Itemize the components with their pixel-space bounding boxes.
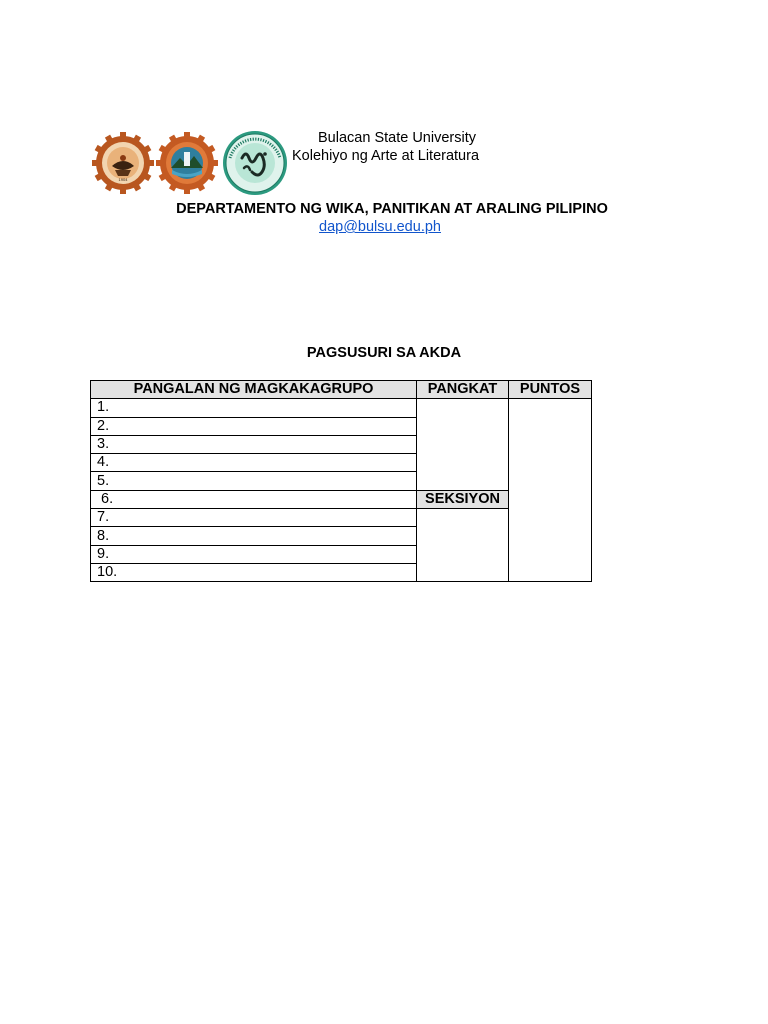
department-seal-logo — [222, 128, 288, 198]
college-name: Kolehiyo ng Arte at Literatura — [292, 148, 480, 164]
members-header: PANGALAN NG MAGKAKAGRUPO — [91, 381, 417, 399]
member-cell[interactable]: 10. — [91, 563, 417, 581]
section-cell[interactable] — [417, 509, 509, 582]
document-title: PAGSUSURI SA AKDA — [306, 345, 462, 361]
group-header: PANGKAT — [417, 381, 509, 399]
member-cell[interactable]: 4. — [91, 454, 417, 472]
group-roster-table — [90, 380, 592, 582]
university-name: Bulacan State University — [318, 130, 476, 146]
member-cell[interactable]: 9. — [91, 545, 417, 563]
table-header-row — [91, 381, 592, 399]
member-cell[interactable]: 2. — [91, 417, 417, 435]
member-cell[interactable]: 6. — [91, 490, 417, 508]
college-seal-logo — [156, 132, 218, 194]
university-seal-logo — [92, 132, 154, 194]
table-row — [91, 399, 592, 417]
department-name: DEPARTAMENTO NG WIKA, PANITIKAN AT ARALING PILIPINO — [176, 201, 608, 217]
member-cell[interactable]: 7. — [91, 509, 417, 527]
score-header: PUNTOS — [509, 381, 592, 399]
svg-text:1904: 1904 — [118, 177, 128, 182]
member-cell[interactable]: 8. — [91, 527, 417, 545]
member-cell[interactable]: 1. — [91, 399, 417, 417]
member-cell[interactable]: 3. — [91, 435, 417, 453]
section-header: SEKSIYON — [417, 490, 509, 508]
logo-group — [92, 128, 288, 198]
score-cell[interactable] — [509, 399, 592, 582]
group-cell[interactable] — [417, 399, 509, 490]
email-link[interactable]: dap@bulsu.edu.ph — [319, 219, 441, 235]
member-cell[interactable]: 5. — [91, 472, 417, 490]
